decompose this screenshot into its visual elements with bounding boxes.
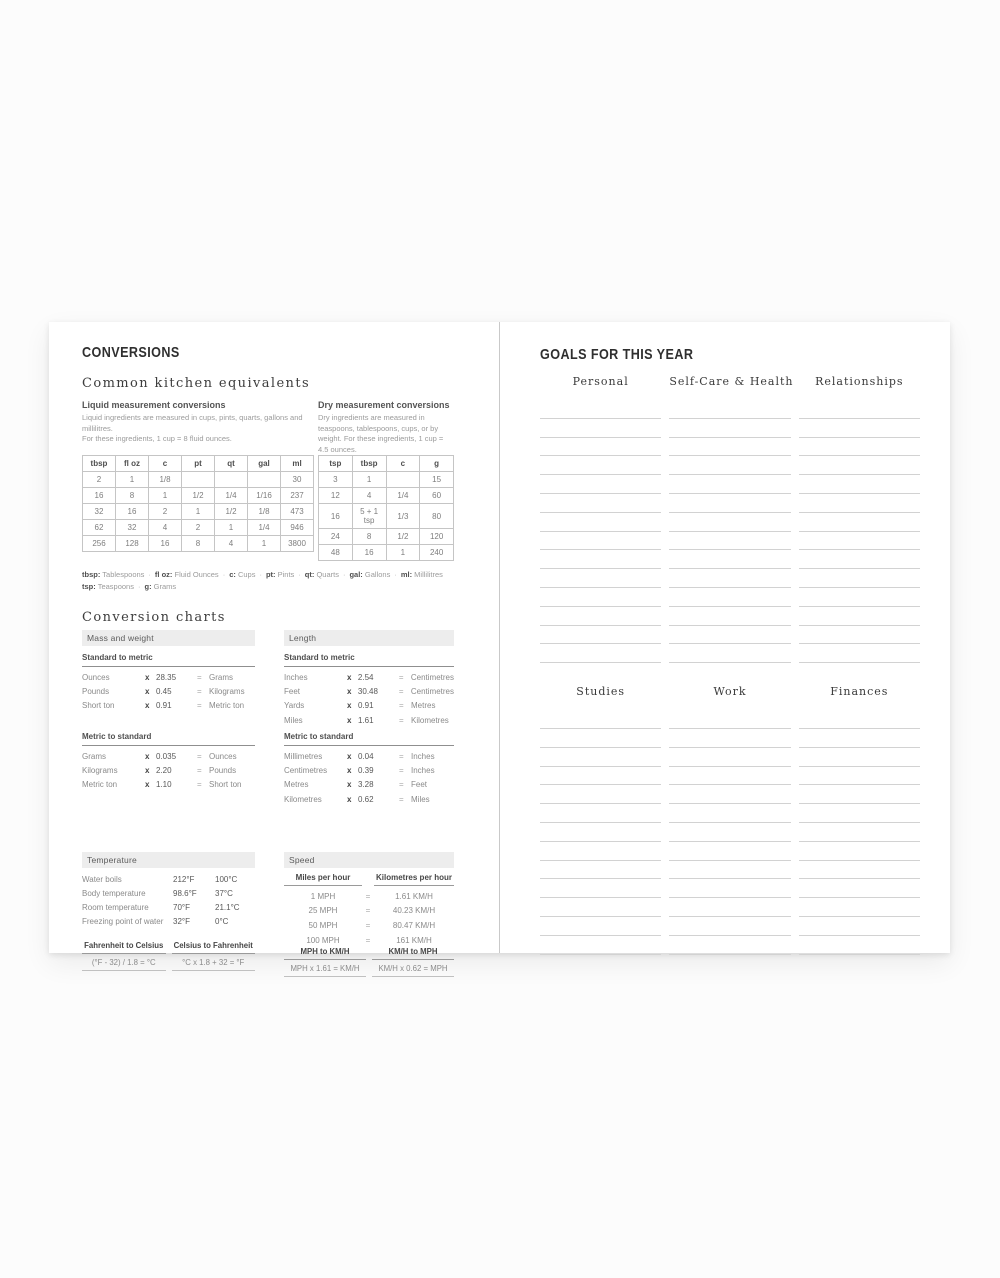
conversion-row: Inches x 2.54 = Centimetres xyxy=(284,672,454,682)
conversion-row: Feet x 30.48 = Centimetres xyxy=(284,687,454,697)
ruled-line xyxy=(540,823,661,842)
legend-abbreviation: c: xyxy=(229,570,236,579)
conversion-row: Miles x 1.61 = Kilometres xyxy=(284,715,449,725)
ruled-line xyxy=(669,513,790,532)
legend-separator: · xyxy=(298,570,301,579)
formula-block: KM/H to MPH KM/H x 0.62 = MPH xyxy=(372,947,454,977)
ruled-line xyxy=(799,532,920,551)
ruled-line xyxy=(799,494,920,513)
ruled-line xyxy=(799,804,920,823)
ruled-line xyxy=(799,550,920,569)
legend-abbreviation: ml: xyxy=(400,570,413,579)
speed-header-gap xyxy=(362,873,374,886)
legend-separator: · xyxy=(342,570,346,579)
speed-section xyxy=(284,852,454,971)
ruled-line xyxy=(669,729,790,748)
ruled-line xyxy=(799,419,920,438)
ruled-line xyxy=(669,936,790,955)
ruled-line xyxy=(669,898,790,917)
ruled-line xyxy=(669,588,790,607)
temperature-row: Body temperature 98.6°F 37°C xyxy=(82,888,233,898)
table-row: 32 16 2 1 1/2 1/8 473 xyxy=(83,504,314,520)
ruled-line xyxy=(669,626,790,645)
conversion-row: Yards x 0.91 = Metres xyxy=(284,701,436,711)
ruled-line xyxy=(799,569,920,588)
legend-line-2: tsp: Teaspoons · g: Grams xyxy=(82,582,177,591)
ruled-line xyxy=(669,532,790,551)
speed-rows xyxy=(284,886,454,947)
dry-table xyxy=(318,455,454,561)
ruled-line xyxy=(669,494,790,513)
ruled-line xyxy=(540,710,661,729)
ruled-line xyxy=(669,710,790,729)
ruled-line xyxy=(540,842,661,861)
legend-abbreviation: tbsp: xyxy=(82,570,101,579)
dry-title: Dry measurement conversions xyxy=(318,400,450,410)
ruled-line xyxy=(669,785,790,804)
conversion-row: Kilometres x 0.62 = Miles xyxy=(284,794,430,804)
speed-row: 1 MPH = 1.61 KM/H xyxy=(310,891,433,901)
ruled-line xyxy=(540,785,661,804)
goal-column xyxy=(540,375,661,663)
length-std-to-metric-label: Standard to metric xyxy=(284,646,454,667)
mass-metric-to-std-label: Metric to standard xyxy=(82,725,255,746)
temperature-row: Water boils 212°F 100°C xyxy=(82,874,238,884)
ruled-line xyxy=(669,569,790,588)
goal-group xyxy=(540,685,920,954)
conversion-row: Ounces x 28.35 = Grams xyxy=(82,672,233,682)
ruled-line xyxy=(540,936,661,955)
mass-std-to-metric-label: Standard to metric xyxy=(82,646,255,667)
table-row: 256 128 16 8 4 1 3800 xyxy=(83,536,314,552)
ruled-line xyxy=(669,644,790,663)
ruled-line xyxy=(540,607,661,626)
dry-description: Dry ingredients are measured in teaspoons, tablespoons, cups, or by weight. For these ingredients, 1 cup = 4.5 ounces. xyxy=(318,413,444,454)
ruled-line xyxy=(669,879,790,898)
temperature-row: Room temperature 70°F 21.1°C xyxy=(82,902,240,912)
ruled-line xyxy=(540,513,661,532)
ruled-line xyxy=(669,748,790,767)
goal-group xyxy=(540,375,920,663)
ruled-line xyxy=(540,550,661,569)
speed-row: 50 MPH = 80.47 KM/H xyxy=(308,920,436,930)
legend-line-1: tbsp: Tablespoons · fl oz: Fluid Ounces · c: Cups · pt: Pints · qt: Quarts · gal: Gallons · ml: Millilitres xyxy=(82,570,443,579)
conversion-row: Millimetres x 0.04 = Inches xyxy=(284,751,435,761)
kmh-column-header: Kilometres per hour xyxy=(374,873,454,886)
temperature-bar: Temperature xyxy=(82,852,255,868)
ruled-line xyxy=(540,475,661,494)
speed-column-headers xyxy=(284,868,454,886)
ruled-line xyxy=(799,456,920,475)
ruled-line xyxy=(540,626,661,645)
ruled-line xyxy=(799,438,920,457)
length-section xyxy=(284,630,454,826)
mass-metric-rows xyxy=(82,746,255,826)
goal-column xyxy=(669,685,790,954)
table-row: 48 16 1 240 xyxy=(319,545,454,561)
goal-column-header: Relationships xyxy=(815,375,904,388)
table-row: 62 32 4 2 1 1/4 946 xyxy=(83,520,314,536)
legend-separator: · xyxy=(394,570,397,579)
legend-abbreviation: g: xyxy=(144,582,152,591)
ruled-line xyxy=(669,917,790,936)
conversion-row: Pounds x 0.45 = Kilograms xyxy=(82,687,245,697)
speed-row: 100 MPH = 161 KM/H xyxy=(306,935,432,945)
ruled-line xyxy=(799,710,920,729)
length-metric-rows xyxy=(284,746,454,826)
legend-separator: · xyxy=(222,570,226,579)
goal-column-header: Self-Care & Health xyxy=(669,375,794,388)
speed-formulas xyxy=(284,947,454,977)
ruled-line xyxy=(799,842,920,861)
data-table: tsp tbsp c g 3 1 15 12 4 1/4 60 16 5 + 1 tsp 1/3 80 24 8 1/2 120 48 16 1 240 xyxy=(318,455,454,561)
liquid-table xyxy=(82,455,314,552)
dry-conversions-column xyxy=(318,400,454,561)
goal-column xyxy=(799,685,920,954)
ruled-line xyxy=(540,767,661,786)
ruled-line xyxy=(669,861,790,880)
mph-column-header: Miles per hour xyxy=(284,873,362,886)
goals-page xyxy=(500,322,950,953)
conversion-row: Centimetres x 0.39 = Inches xyxy=(284,766,435,776)
length-bar: Length xyxy=(284,630,454,646)
legend-abbreviation: pt: xyxy=(265,570,276,579)
goal-column-header: Finances xyxy=(830,685,889,699)
ruled-line xyxy=(540,804,661,823)
liquid-description: Liquid ingredients are measured in cups, pints, quarts, gallons and millilitres. For these ingredients, 1 cup = 8 fluid ounces. xyxy=(82,413,303,443)
ruled-line xyxy=(799,823,920,842)
ruled-line xyxy=(540,898,661,917)
ruled-line xyxy=(799,475,920,494)
kitchen-equivalents-heading: Common kitchen equivalents xyxy=(82,376,311,391)
conversion-row: Kilograms x 2.20 = Pounds xyxy=(82,766,237,776)
table-row: 16 8 1 1/2 1/4 1/16 237 xyxy=(83,488,314,504)
legend-abbreviation: qt: xyxy=(304,570,315,579)
ruled-line xyxy=(799,785,920,804)
temperature-formulas xyxy=(82,941,255,971)
table-row: 16 5 + 1 tsp 1/3 80 xyxy=(319,504,454,529)
mass-std-rows xyxy=(82,667,255,725)
page-title-conversions: CONVERSIONS xyxy=(82,344,180,361)
data-table: tbsp fl oz c pt qt gal ml 2 1 1/8 30 16 8 1 1/2 1/4 1/16 237 32 16 2 1 1/2 1/8 473 62 32 4 2 1 1/4 946 256 128 16 8 4 1 3800 xyxy=(82,455,314,552)
goal-column xyxy=(799,375,920,663)
table-row: 24 8 1/2 120 xyxy=(319,529,454,545)
legend-abbreviation: tsp: xyxy=(82,582,96,591)
temperature-row: Freezing point of water 32°F 0°C xyxy=(82,917,229,927)
table-row: 3 1 15 xyxy=(319,472,454,488)
ruled-line xyxy=(799,513,920,532)
length-metric-to-std-label: Metric to standard xyxy=(284,725,454,746)
ruled-line xyxy=(540,729,661,748)
speed-row: 25 MPH = 40.23 KM/H xyxy=(308,906,436,916)
ruled-line xyxy=(799,644,920,663)
liquid-conversions-column xyxy=(82,400,314,561)
conversions-page xyxy=(49,322,500,973)
ruled-line xyxy=(799,626,920,645)
ruled-line xyxy=(540,748,661,767)
ruled-line xyxy=(799,861,920,880)
page-title-goals: GOALS FOR THIS YEAR xyxy=(540,346,694,363)
formula-block: Celsius to Fahrenheit °C x 1.8 + 32 = °F xyxy=(172,941,256,971)
mass-length-row xyxy=(82,630,454,826)
kitchen-tables-row xyxy=(82,400,454,561)
ruled-line xyxy=(799,607,920,626)
goal-column xyxy=(540,685,661,954)
ruled-line xyxy=(669,823,790,842)
table-row: 2 1 1/8 30 xyxy=(83,472,314,488)
ruled-line xyxy=(540,400,661,419)
planner-spread xyxy=(49,322,950,973)
ruled-line xyxy=(799,936,920,955)
formula-block: MPH to KM/H MPH x 1.61 = KM/H xyxy=(284,947,366,977)
ruled-line xyxy=(799,400,920,419)
ruled-line xyxy=(669,419,790,438)
ruled-line xyxy=(540,532,661,551)
conversion-charts-heading: Conversion charts xyxy=(82,610,226,625)
ruled-line xyxy=(669,842,790,861)
goal-column-header: Personal xyxy=(572,375,629,388)
ruled-line xyxy=(799,748,920,767)
ruled-line xyxy=(540,438,661,457)
table-row: 12 4 1/4 60 xyxy=(319,488,454,504)
speed-bar: Speed xyxy=(284,852,454,868)
ruled-line xyxy=(540,917,661,936)
temperature-speed-row xyxy=(82,852,454,971)
conversion-row: Short ton x 0.91 = Metric ton xyxy=(82,701,245,711)
ruled-line xyxy=(540,569,661,588)
ruled-line xyxy=(799,917,920,936)
ruled-line xyxy=(540,588,661,607)
conversion-row: Metric ton x 1.10 = Short ton xyxy=(82,780,242,790)
ruled-line xyxy=(799,767,920,786)
mass-weight-section xyxy=(82,630,255,826)
ruled-line xyxy=(669,550,790,569)
ruled-line xyxy=(540,879,661,898)
temperature-rows xyxy=(82,868,255,929)
legend-abbreviation: gal: xyxy=(349,570,363,579)
abbreviation-legend xyxy=(82,569,454,593)
ruled-line xyxy=(669,475,790,494)
legend-separator: · xyxy=(137,582,141,591)
ruled-line xyxy=(799,729,920,748)
ruled-line xyxy=(799,898,920,917)
ruled-line xyxy=(799,879,920,898)
goal-column xyxy=(669,375,794,663)
liquid-title: Liquid measurement conversions xyxy=(82,400,226,410)
goal-column-header: Work xyxy=(713,685,747,699)
mass-weight-bar: Mass and weight xyxy=(82,630,255,646)
ruled-line xyxy=(669,400,790,419)
legend-abbreviation: fl oz: xyxy=(154,570,173,579)
ruled-line xyxy=(799,588,920,607)
ruled-line xyxy=(669,767,790,786)
goal-column-header: Studies xyxy=(576,685,626,699)
ruled-line xyxy=(540,861,661,880)
legend-separator: · xyxy=(259,570,262,579)
conversion-row: Metres x 3.28 = Feet xyxy=(284,780,428,790)
ruled-line xyxy=(540,494,661,513)
ruled-line xyxy=(669,438,790,457)
goal-groups xyxy=(540,375,920,955)
ruled-line xyxy=(540,419,661,438)
formula-block: Fahrenheit to Celsius (°F - 32) / 1.8 = °C xyxy=(82,941,166,971)
ruled-line xyxy=(540,456,661,475)
ruled-line xyxy=(669,607,790,626)
ruled-line xyxy=(669,456,790,475)
legend-separator: · xyxy=(148,570,151,579)
length-std-rows xyxy=(284,667,454,725)
ruled-line xyxy=(540,644,661,663)
conversion-row: Grams x 0.035 = Ounces xyxy=(82,751,237,761)
ruled-line xyxy=(669,804,790,823)
temperature-section xyxy=(82,852,255,971)
